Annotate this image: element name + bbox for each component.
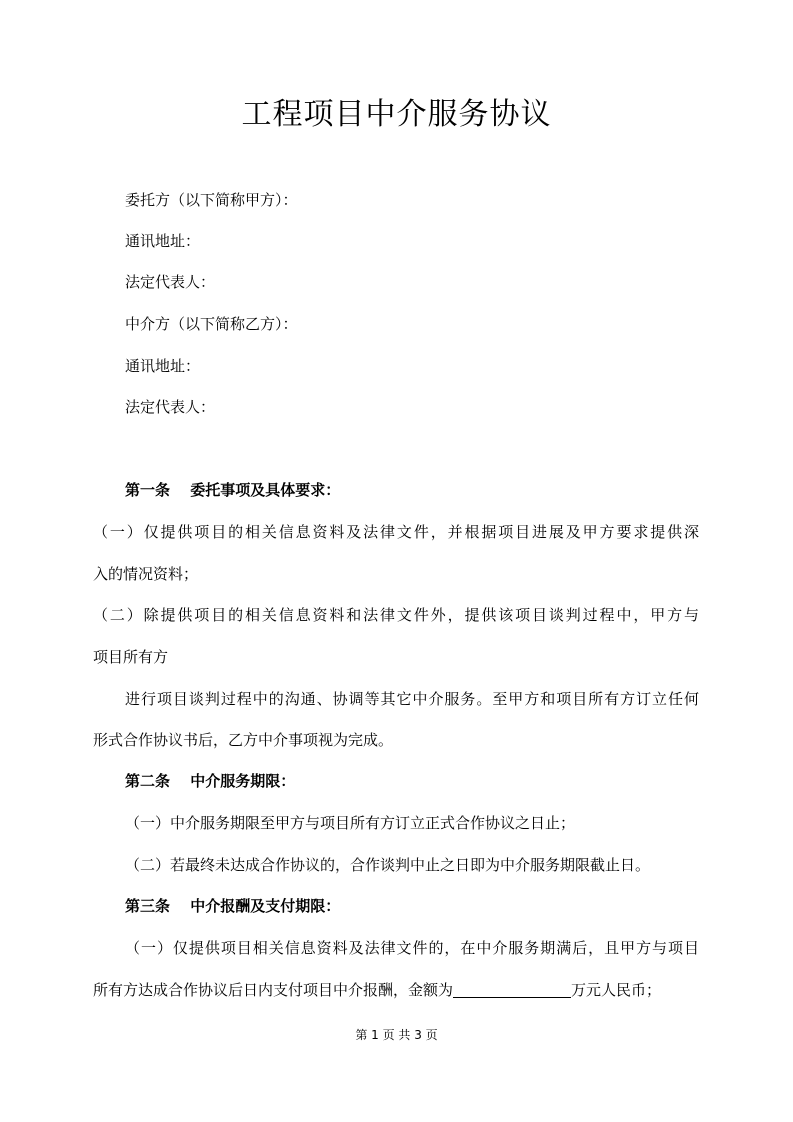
party-a-heading: 委托方（以下简称甲方）： bbox=[125, 191, 298, 209]
article-3-item-1-line-2-suffix: 万元人民币； bbox=[571, 981, 662, 999]
article-1-item-2-line-3: 进行项目谈判过程中的沟通、协调等其它中介服务。至甲方和项目所有方订立任何 bbox=[125, 690, 699, 708]
page-footer: 第 1 页 共 3 页 bbox=[355, 1028, 438, 1042]
article-3-heading: 第三条 中介报酬及支付期限： bbox=[125, 897, 341, 915]
article-1-item-1-line-1: （一）仅提供项目的相关信息资料及法律文件，并根据项目进展及甲方要求提供深 bbox=[93, 523, 699, 541]
article-1-item-1-line-2: 入的情况资料； bbox=[93, 565, 199, 583]
article-3-item-1-line-1: （一）仅提供项目相关信息资料及法律文件的，在中介服务期满后，且甲方与项目 bbox=[125, 939, 699, 957]
article-2-item-2: （二）若最终未达成合作协议的，合作谈判中止之日即为中介服务期限截止日。 bbox=[125, 856, 651, 874]
article-2-heading: 第二条 中介服务期限： bbox=[125, 772, 296, 790]
party-b-address: 通讯地址： bbox=[125, 357, 201, 375]
party-b-heading: 中介方（以下简称乙方）： bbox=[125, 315, 298, 333]
amount-blank bbox=[453, 981, 571, 998]
article-1-item-2-line-1: （二）除提供项目的相关信息资料和法律文件外，提供该项目谈判过程中，甲方与 bbox=[93, 606, 699, 624]
article-1-item-2-line-4: 形式合作协议书后，乙方中介事项视为完成。 bbox=[93, 731, 394, 749]
article-1-heading: 第一条 委托事项及具体要求： bbox=[125, 481, 341, 499]
party-a-representative: 法定代表人： bbox=[125, 273, 216, 291]
article-1-item-2-line-2: 项目所有方 bbox=[93, 648, 169, 666]
article-3-item-1-line-2 bbox=[93, 979, 661, 1001]
article-3-item-1-line-2-prefix: 所有方达成合作协议后日内支付项目中介报酬，金额为 bbox=[93, 981, 454, 999]
document-title: 工程项目中介服务协议 bbox=[241, 97, 552, 132]
article-2-item-1: （一）中介服务期限至甲方与项目所有方订立正式合作协议之日止； bbox=[125, 814, 576, 832]
party-b-representative: 法定代表人： bbox=[125, 398, 216, 416]
party-a-address: 通讯地址： bbox=[125, 232, 201, 250]
